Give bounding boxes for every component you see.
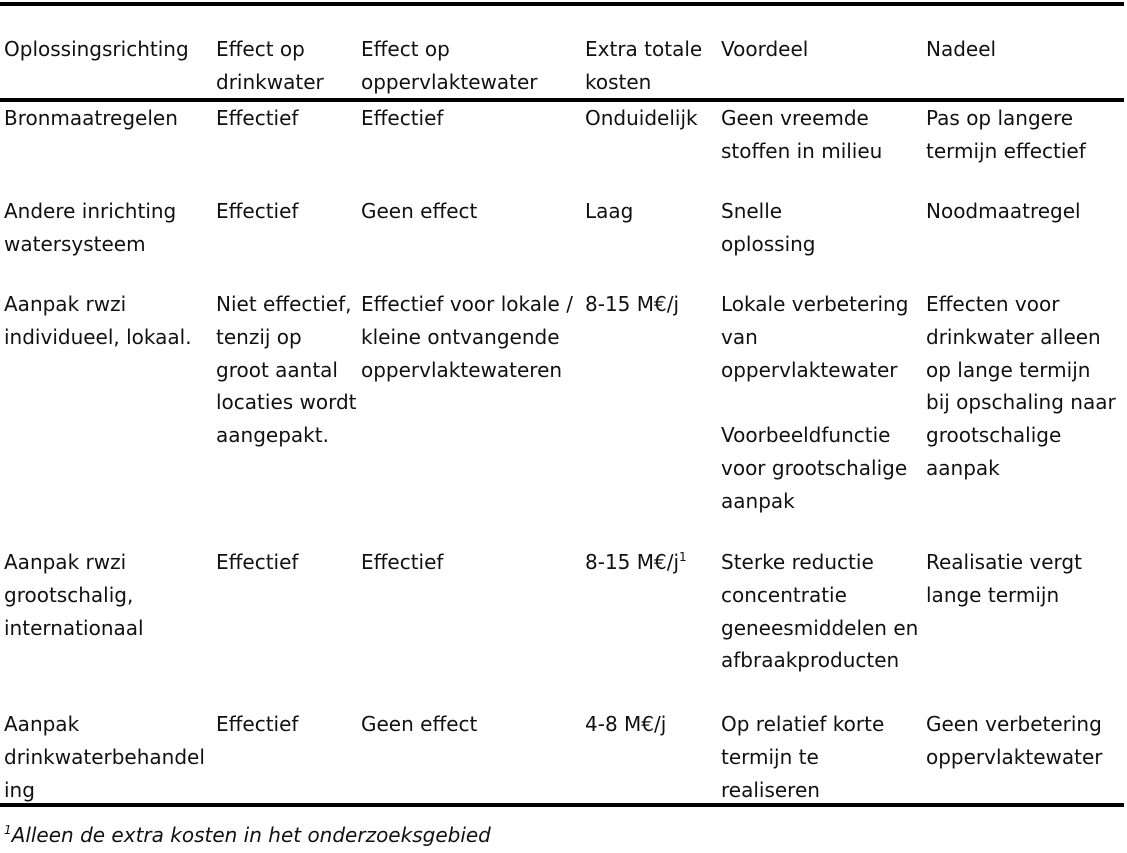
- cell-line: drinkwaterbehandel: [4, 744, 205, 769]
- cell-line: individueel, lokaal.: [4, 324, 192, 349]
- footnote-marker: 1: [4, 823, 12, 837]
- cell-line: concentratie: [721, 582, 847, 607]
- row-4-advantage: [721, 546, 918, 677]
- row-5-surface-water-effect: [361, 708, 477, 741]
- cell-line: Effecten voor: [926, 292, 1060, 316]
- cell-line: termijn effectief: [926, 138, 1086, 163]
- cell-line: Realisatie vergt: [926, 550, 1082, 574]
- cell-line: Geen verbetering: [926, 712, 1102, 736]
- row-5-solution: [4, 708, 205, 806]
- row-1-surface-water-effect: [361, 102, 443, 135]
- cell-line: kosten: [585, 69, 652, 94]
- header-disadvantage: [926, 33, 996, 66]
- cell-line: aanpak: [926, 455, 1000, 480]
- row-4-disadvantage: [926, 546, 1082, 612]
- row-1-drinkwater-effect: [216, 102, 298, 135]
- row-4-drinkwater-effect: [216, 546, 298, 579]
- cell-line: stoffen in milieu: [721, 138, 883, 163]
- cell-line: oppervlaktewater: [926, 744, 1103, 769]
- row-3-solution: [4, 288, 192, 354]
- footnote: [4, 819, 491, 851]
- cell-line: Niet effectief,: [216, 292, 352, 316]
- row-1-costs: [585, 102, 698, 135]
- cell-line: Noodmaatregel: [926, 199, 1081, 223]
- row-1-solution: [4, 102, 178, 135]
- cell-line: watersysteem: [4, 231, 146, 256]
- paragraph-gap: [721, 386, 908, 419]
- cell-line: oplossing: [721, 231, 816, 256]
- cell-line: 8-15 M€/j: [585, 292, 680, 316]
- row-2-disadvantage: [926, 195, 1081, 228]
- cell-line: aanpak: [721, 488, 795, 513]
- header-costs: [585, 33, 702, 99]
- cell-line: van: [721, 324, 758, 349]
- header-advantage: [721, 33, 808, 66]
- cell-line: kleine ontvangende: [361, 324, 560, 349]
- cell-line: Geen effect: [361, 712, 478, 736]
- cell-line: Aanpak rwzi: [4, 550, 127, 574]
- cell-line: Voorbeeldfunctie: [721, 423, 891, 448]
- cell-line: internationaal: [4, 615, 144, 640]
- cell-line: Onduidelijk: [585, 106, 698, 130]
- cell-line: 4-8 M€/j: [585, 712, 667, 736]
- cell-line: Andere inrichting: [4, 199, 177, 223]
- row-2-costs: [585, 195, 633, 228]
- row-2-surface-water-effect: [361, 195, 477, 228]
- cell-line: afbraakproducten: [721, 648, 900, 673]
- cell-line: 8-15 M€/j: [585, 550, 680, 574]
- row-5-drinkwater-effect: [216, 708, 298, 741]
- cell-line: ing: [4, 777, 35, 802]
- cell-line: oppervlaktewateren: [361, 357, 563, 382]
- cell-line: Bronmaatregelen: [4, 106, 178, 130]
- cell-line: Effectief: [216, 106, 299, 130]
- row-5-advantage: [721, 708, 884, 806]
- row-3-costs: [585, 288, 679, 321]
- header-solution: [4, 33, 189, 66]
- row-1-advantage: [721, 102, 882, 168]
- cell-line: tenzij op: [216, 324, 302, 349]
- row-3-drinkwater-effect: [216, 288, 357, 452]
- cell-line: Effectief: [216, 199, 299, 223]
- cost-with-footnote: [585, 546, 687, 579]
- cell-line: groot aantal: [216, 357, 338, 382]
- cell-line: Aanpak rwzi: [4, 292, 127, 316]
- cell-line: lange termijn: [926, 582, 1060, 607]
- cell-line: drinkwater: [216, 69, 324, 94]
- row-3-disadvantage: [926, 288, 1116, 485]
- row-5-disadvantage: [926, 708, 1103, 774]
- cell-line: locaties wordt: [216, 390, 357, 415]
- cell-line: Laag: [585, 199, 634, 223]
- cell-line: Effect op: [361, 37, 450, 61]
- footnote-text: Alleen de extra kosten in het onderzoeksgebied: [11, 823, 491, 847]
- row-3-surface-water-effect: [361, 288, 573, 386]
- row-2-drinkwater-effect: [216, 195, 298, 228]
- cell-line: geneesmiddelen en: [721, 615, 919, 640]
- table-top-rule: [0, 2, 1124, 6]
- cell-line: Effectief: [216, 712, 299, 736]
- cell-line: realiseren: [721, 777, 820, 802]
- cell-line: Op relatief korte: [721, 712, 885, 736]
- cell-line: Effectief: [361, 550, 444, 574]
- row-2-advantage: [721, 195, 816, 261]
- header-surface-water-effect: [361, 33, 538, 99]
- row-5-costs: [585, 708, 666, 741]
- cell-line: Nadeel: [926, 37, 997, 61]
- row-3-advantage: [721, 288, 908, 518]
- cell-line: oppervlaktewater: [361, 69, 538, 94]
- cell-line: Effect op: [216, 37, 305, 61]
- row-4-surface-water-effect: [361, 546, 443, 579]
- cell-line: Aanpak: [4, 712, 80, 736]
- cell-line: voor grootschalige: [721, 455, 908, 480]
- cell-line: Snelle: [721, 199, 783, 223]
- cell-line: drinkwater alleen: [926, 324, 1101, 349]
- cell-line: termijn te: [721, 744, 819, 769]
- cell-line: grootschalig,: [4, 582, 134, 607]
- cell-line: Pas op langere: [926, 106, 1074, 130]
- row-4-solution: [4, 546, 144, 644]
- row-4-costs: [585, 546, 687, 579]
- cell-line: Voordeel: [721, 37, 809, 61]
- cell-line: aangepakt.: [216, 423, 329, 448]
- footnote-ref: 1: [679, 550, 687, 564]
- row-2-solution: [4, 195, 176, 261]
- cell-line: Lokale verbetering: [721, 292, 909, 316]
- cell-line: grootschalige: [926, 423, 1062, 448]
- cell-line: Geen effect: [361, 199, 478, 223]
- cell-line: Effectief: [361, 106, 444, 130]
- cell-line: Sterke reductie: [721, 550, 874, 574]
- cell-line: Oplossingsrichting: [4, 37, 189, 61]
- row-1-disadvantage: [926, 102, 1086, 168]
- cell-line: bij opschaling naar: [926, 390, 1116, 415]
- cell-line: op lange termijn: [926, 357, 1091, 382]
- header-drinkwater-effect: [216, 33, 324, 99]
- cell-line: Extra totale: [585, 37, 703, 61]
- cell-line: oppervlaktewater: [721, 357, 898, 382]
- cell-line: Geen vreemde: [721, 106, 869, 130]
- cell-line: Effectief: [216, 550, 299, 574]
- cell-line: Effectief voor lokale /: [361, 292, 573, 316]
